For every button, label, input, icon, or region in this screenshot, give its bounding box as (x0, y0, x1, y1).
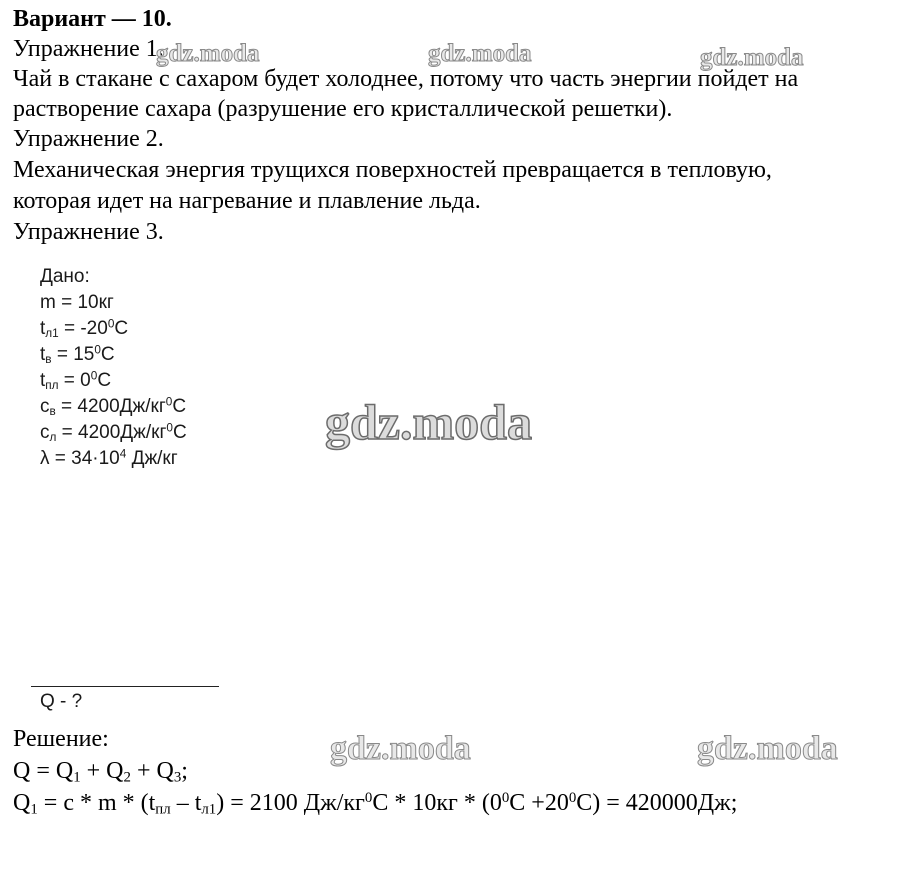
watermark: gdz.moda (325, 394, 532, 450)
solution-label: Решение: (13, 726, 109, 752)
exercise-1-text-line-1: Чай в стакане с сахаром будет холоднее, потому что часть энергии пойдет на (13, 66, 799, 92)
given-melting-temperature: $t_{пл} = 0^0C$ (40, 369, 112, 392)
find-quantity: Q - ? (40, 691, 83, 712)
given-specific-heat-of-fusion: $\lambda = 34\cdot 10^4$ Дж/кг (40, 447, 178, 469)
given-ice-heat-capacity: $c_л = 4200Дж/кг^0C$ (40, 421, 187, 444)
given-divider (31, 686, 219, 687)
given-water-heat-capacity: $c_в = 4200Дж/кг^0C$ (40, 395, 187, 418)
exercise-1-text-line-2: растворение сахара (разрушение его кристаллической решетки). (13, 96, 673, 122)
given-water-temperature: $t_в = 15^0C$ (40, 343, 115, 366)
equation-total-heat: $Q = Q_1 + Q_2 + Q_3$; (13, 758, 188, 786)
watermark: gdz.moda (700, 44, 804, 71)
exercise-3-heading: Упражнение 3. (13, 219, 164, 245)
given-mass: m = 10кг (40, 292, 114, 313)
watermark: gdz.moda (330, 730, 471, 767)
exercise-2-text-line-2: которая идет на нагревание и плавление льда. (13, 188, 481, 214)
equation-q1: $Q_1 = c * m * (t_{пл} - t_{л1}) = 2100$ $Дж/кг^0C * 10кг * (0^0C +20^0C) = 420000Дж$; (13, 789, 738, 818)
exercise-1-heading: Упражнение 1. (13, 36, 164, 62)
variant-title: Вариант — 10. (13, 6, 172, 32)
given-label: Дано: (40, 266, 90, 287)
exercise-2-heading: Упражнение 2. (13, 126, 164, 152)
watermark: gdz.moda (428, 40, 532, 67)
watermark: gdz.moda (697, 730, 838, 767)
exercise-2-text-line-1: Механическая энергия трущихся поверхностей превращается в тепловую, (13, 157, 772, 183)
watermark: gdz.moda (156, 40, 260, 67)
given-ice-initial-temperature: $t_{л1} = -20^0C$ (40, 317, 129, 340)
